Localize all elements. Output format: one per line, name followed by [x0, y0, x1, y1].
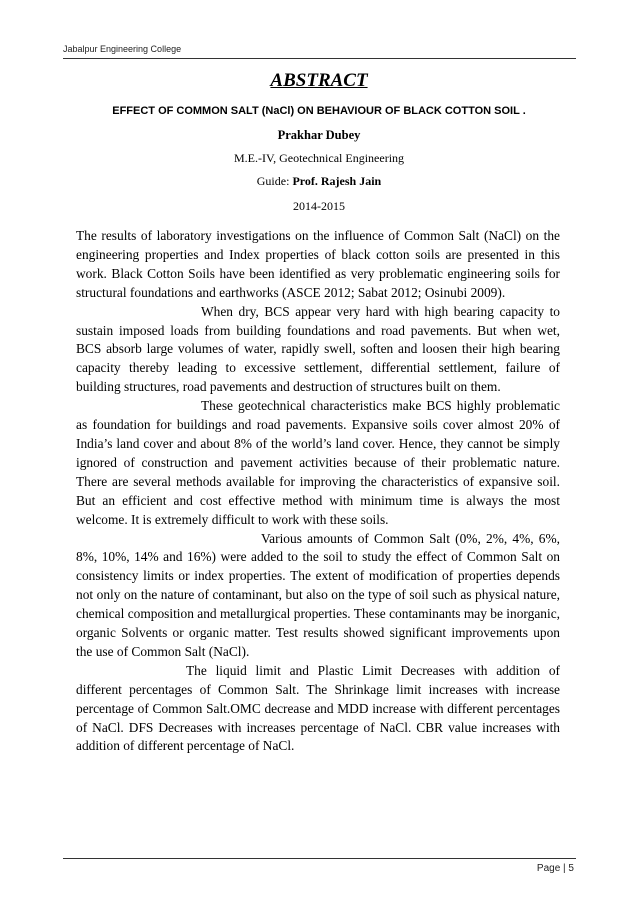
abstract-body — [76, 227, 560, 756]
paragraph-2: When dry, BCS appear very hard with high bearing capacity to sustain imposed loads from building foundations and road pavements. But when wet, BCS absorb large volumes of water, rapidly swell, soften and loosen their high bearing capacity thereby leading to excessive settlement, differential settlement, failure of building structures, road pavements and destruction of structures built on them. — [76, 303, 560, 395]
paragraph-5: The liquid limit and Plastic Limit Decreases with addition of different percentages of Common Salt. The Shrinkage limit increases with increase percentage of Common Salt.OMC decrease and MDD increase with different percentages of NaCl. DFS Decreases with increases percentage of NaCl. CBR value increases with addition of different percentage of NaCl. — [76, 662, 560, 754]
footer-divider — [63, 858, 576, 859]
abstract-title: ABSTRACT — [270, 70, 368, 91]
guide-label: Guide: — [256, 174, 290, 188]
guide-name: Prof. Rajesh Jain — [292, 174, 382, 188]
page-number: Page | 5 — [536, 863, 574, 874]
header-divider — [63, 58, 576, 59]
guide-line — [0, 174, 638, 189]
author-name: Prakhar Dubey — [277, 128, 361, 142]
header-college: Jabalpur Engineering College — [63, 44, 182, 54]
thesis-subtitle: EFFECT OF COMMON SALT (NaCl) ON BEHAVIOUR OF BLACK COTTON SOIL . — [112, 105, 526, 117]
paragraph-1: The results of laboratory investigations on the influence of Common Salt (NaCl) on the engineering properties and Index properties of black cotton soils are presented in this work. Black Cotton Soils have been identified as very problematic engineering soils for structural foundations and earthworks (ASCE 2012; Sabat 2012; Osinubi 2009). — [76, 228, 560, 300]
paragraph-4: Various amounts of Common Salt (0%, 2%, 4%, 6%, 8%, 10%, 14% and 16%) were added to the soil to study the effect of Common Salt on consistency limits or index properties. The extent of modification of properties depends not only on the nature of contaminant, but also on the type of soil such as physical nature, chemical composition and metallurgical properties. These contaminants may be inorganic, organic Solvents or organic matter. Test results showed significant improvements upon the use of Common Salt (NaCl). — [76, 530, 560, 659]
degree-line: M.E.-IV, Geotechnical Engineering — [233, 151, 405, 165]
year-line: 2014-2015 — [293, 199, 345, 213]
paragraph-3: These geotechnical characteristics make BCS highly problematic as foundation for buildings and road pavements. Expansive soils cover almost 20% of India’s land cover and about 8% of the world’s land cover. Hence, they cannot be simply ignored of construction and pavement activities because of their problematic nature. There are several methods available for improving the characteristics of expansive soil. But an efficient and cost effective method with minimum time is always the most welcome. It is extremely difficult to work with these soils. — [76, 398, 560, 527]
